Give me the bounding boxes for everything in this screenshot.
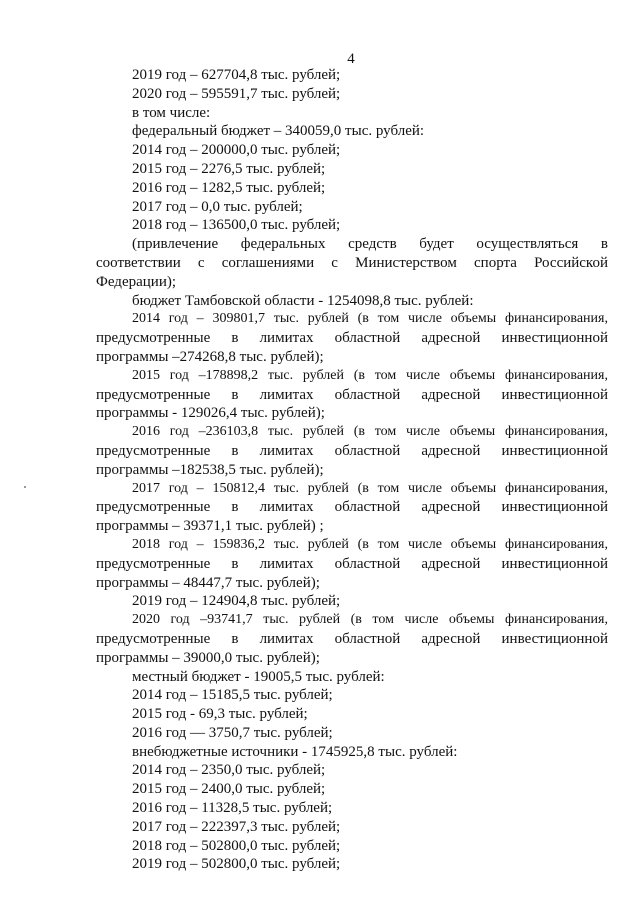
line-extra-2019: 2019 год – 502800,0 тыс. рублей; <box>132 856 341 873</box>
line-including: в том числе: <box>132 104 211 121</box>
line-federal-2016: 2016 год – 1282,5 тыс. рублей; <box>132 179 326 196</box>
line-regional-2019: 2019 год – 124904,8 тыс. рублей; <box>132 593 341 610</box>
line-extra-2018: 2018 год – 502800,0 тыс. рублей; <box>132 837 341 854</box>
line-regional-2015-program: программы - 129026,4 тыс. рублей); <box>96 405 325 422</box>
line-regional-2018-program: программы – 48447,7 тыс. рублей); <box>96 574 320 591</box>
line-regional-2018: 2018 год – 159836,2 тыс. рублей (в том числе объемы финансирования, <box>132 536 608 552</box>
line-federal-budget: федеральный бюджет – 340059,0 тыс. рублей: <box>132 123 425 140</box>
line-regional-2016-cont: предусмотренные в лимитах областной адресной инвестиционной <box>96 442 608 459</box>
line-regional-2014-program: программы –274268,8 тыс. рублей); <box>96 348 324 365</box>
page-number: 4 <box>347 51 355 67</box>
line-local-2016: 2016 год –– 3750,7 тыс. рублей; <box>132 724 333 741</box>
line-funding-2019: 2019 год – 627704,8 тыс. рублей; <box>132 67 341 83</box>
line-federal-2018: 2018 год – 136500,0 тыс. рублей; <box>132 217 341 234</box>
line-federal-note-3: Федерации); <box>96 273 177 290</box>
line-extra-2014: 2014 год – 2350,0 тыс. рублей; <box>132 762 326 779</box>
document-body <box>96 66 608 874</box>
line-extrabudgetary: внебюджетные источники - 1745925,8 тыс. рублей: <box>132 743 458 760</box>
line-funding-2020: 2020 год – 595591,7 тыс. рублей; <box>132 85 341 102</box>
line-regional-2017-program: программы – 39371,1 тыс. рублей) ; <box>96 518 324 535</box>
line-local-budget: местный бюджет - 19005,5 тыс. рублей: <box>132 668 385 685</box>
line-regional-2016: 2016 год –236103,8 тыс. рублей (в том числе объемы финансирования, <box>132 424 608 440</box>
line-regional-2014-cont: предусмотренные в лимитах областной адресной инвестиционной <box>96 330 608 347</box>
line-extra-2015: 2015 год – 2400,0 тыс. рублей; <box>132 781 326 798</box>
line-extra-2016: 2016 год – 11328,5 тыс. рублей; <box>132 800 333 817</box>
line-federal-2014: 2014 год – 200000,0 тыс. рублей; <box>132 142 341 159</box>
line-regional-2016-program: программы –182538,5 тыс. рублей); <box>96 461 324 478</box>
scan-margin-dot <box>24 486 26 488</box>
line-federal-2017: 2017 год – 0,0 тыс. рублей; <box>132 198 303 215</box>
line-regional-2020-cont: предусмотренные в лимитах областной адресной инвестиционной <box>96 630 608 647</box>
line-regional-2020: 2020 год –93741,7 тыс. рублей (в том числе объемы финансирования, <box>132 612 608 628</box>
line-federal-note-1: (привлечение федеральных средств будет осуществляться в <box>132 236 608 253</box>
line-regional-2015-cont: предусмотренные в лимитах областной адресной инвестиционной <box>96 386 608 403</box>
line-regional-2018-cont: предусмотренные в лимитах областной адресной инвестиционной <box>96 555 608 572</box>
line-regional-2015: 2015 год –178898,2 тыс. рублей (в том числе объемы финансирования, <box>132 367 608 383</box>
line-extra-2017: 2017 год – 222397,3 тыс. рублей; <box>132 818 341 835</box>
line-local-2014: 2014 год – 15185,5 тыс. рублей; <box>132 687 333 704</box>
line-regional-2014: 2014 год – 309801,7 тыс. рублей (в том числе объемы финансирования, <box>132 311 608 327</box>
line-regional-budget: бюджет Тамбовской области - 1254098,8 тыс. рублей: <box>132 292 474 309</box>
line-local-2015: 2015 год - 69,3 тыс. рублей; <box>132 706 308 723</box>
line-regional-2017-cont: предусмотренные в лимитах областной адресной инвестиционной <box>96 499 608 516</box>
line-regional-2017: 2017 год – 150812,4 тыс. рублей (в том числе объемы финансирования, <box>132 480 608 496</box>
line-federal-note-2: соответствии с соглашениями с Министерством спорта Российской <box>96 254 608 271</box>
line-federal-2015: 2015 год – 2276,5 тыс. рублей; <box>132 160 326 177</box>
line-regional-2020-program: программы – 39000,0 тыс. рублей); <box>96 649 320 666</box>
